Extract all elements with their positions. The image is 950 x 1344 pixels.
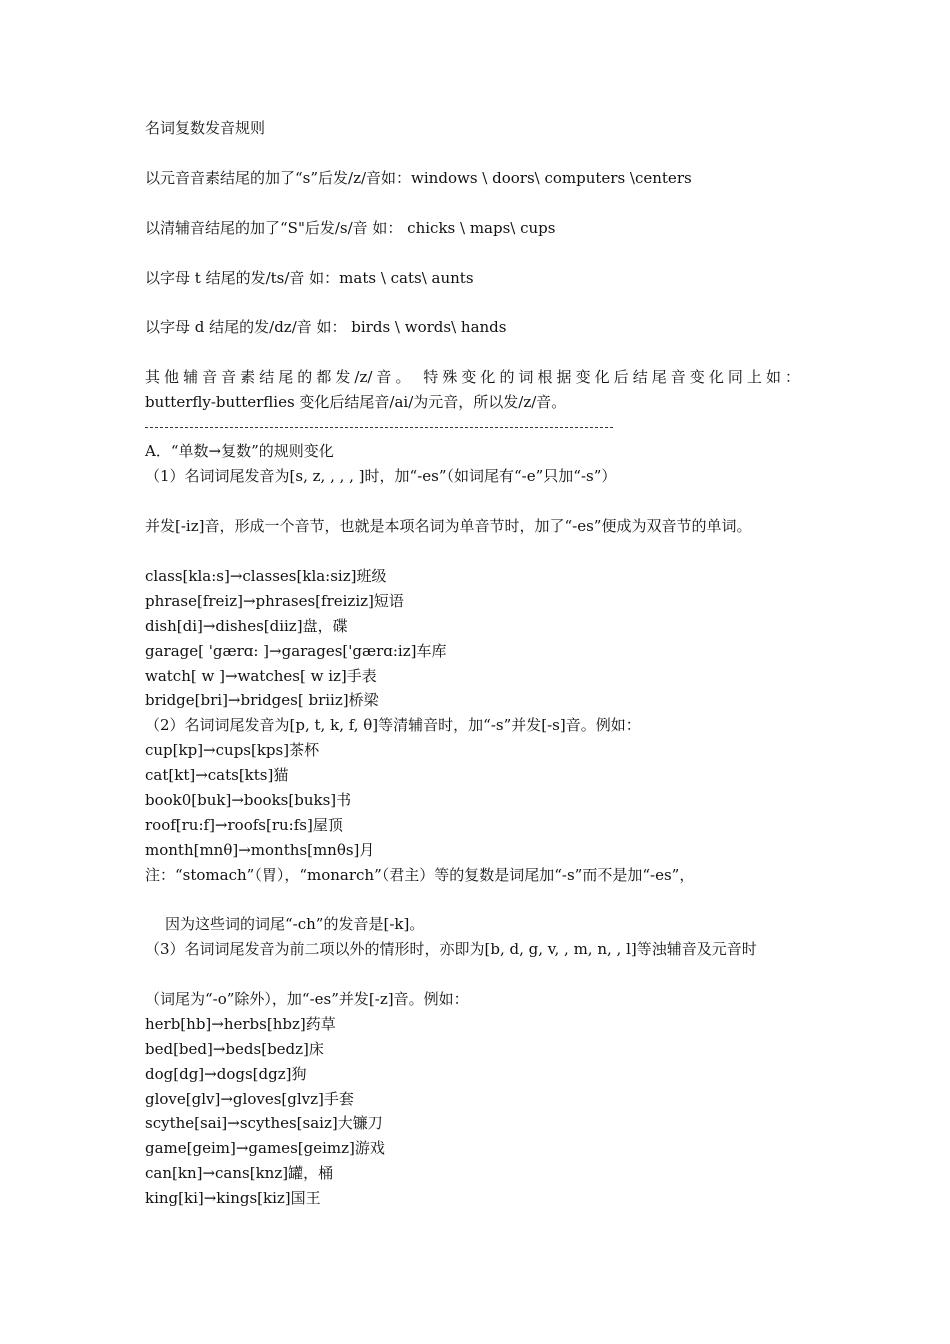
example-item: roof[ru:f]→roofs[ru:fs]屋顶 <box>145 816 343 834</box>
intro-line-voiceless: 以清辅音结尾的加了“S"后发/s/音 如： chicks \ maps\ cups <box>145 219 556 237</box>
example-item: watch[ w ]→watches[ w iz]手表 <box>145 667 377 685</box>
example-item: herb[hb]→herbs[hbz]药草 <box>145 1015 336 1033</box>
dashed-divider <box>145 427 613 428</box>
intro-line-t: 以字母 t 结尾的发/ts/音 如：mats \ cats\ aunts <box>145 269 474 287</box>
document-title: 名词复数发音规则 <box>145 119 266 137</box>
example-item: month[mnθ]→months[mnθs]月 <box>145 841 375 859</box>
example-item: bed[bed]→beds[bedz]床 <box>145 1040 324 1058</box>
intro-line-butterfly: butterfly-butterflies 变化后结尾音/ai/为元音，所以发/z/音。 <box>145 393 567 411</box>
example-item: game[geim]→games[geimz]游戏 <box>145 1139 385 1157</box>
intro-line-d: 以字母 d 结尾的发/dz/音 如： birds \ words\ hands <box>145 318 507 336</box>
intro-line-vowel: 以元音音素结尾的加了“s”后发/z/音如：windows \ doors\ computers \centers <box>145 169 692 187</box>
example-item: cup[kp]→cups[kps]茶杯 <box>145 741 320 759</box>
rule-2-note-continued: 因为这些词的词尾“-ch”的发音是[-k]。 <box>165 915 425 933</box>
example-item: bridge[bri]→bridges[ briiz]桥梁 <box>145 691 379 709</box>
example-item: phrase[freiz]→phrases[freiziz]短语 <box>145 592 404 610</box>
example-item: garage[ 'gærɑ: ]→garages['gærɑ:iz]车库 <box>145 642 447 660</box>
rule-1: （1）名词词尾发音为[s, z, , , , ]时，加“-es”（如词尾有“-e”只加“-s”） <box>145 467 617 485</box>
example-item: dog[dg]→dogs[dgz]狗 <box>145 1065 307 1083</box>
rule-3: （3）名词词尾发音为前二项以外的情形时，亦即为[b, d, g, v, , m, n, , l]等浊辅音及元音时 <box>145 940 757 958</box>
example-item: scythe[sai]→scythes[saiz]大镰刀 <box>145 1114 383 1132</box>
example-item: dish[di]→dishes[diiz]盘，碟 <box>145 617 348 635</box>
rule-2: （2）名词词尾发音为[p, t, k, f, θ]等清辅音时，加“-s”并发[-s]音。例如： <box>145 716 641 734</box>
example-item: class[kla:s]→classes[kla:siz]班级 <box>145 567 387 585</box>
example-item: book0[buk]→books[buks]书 <box>145 791 352 809</box>
example-item: king[ki]→kings[kiz]国王 <box>145 1189 321 1207</box>
rule-1-note: 并发[-iz]音，形成一个音节，也就是本项名词为单音节时，加了“-es”便成为双音节的单词。 <box>145 517 752 535</box>
section-a-heading: A．“单数→复数”的规则变化 <box>145 442 334 460</box>
example-item: can[kn]→cans[knz]罐，桶 <box>145 1164 334 1182</box>
rule-3-continued: （词尾为“-o”除外），加“-es”并发[-z]音。例如： <box>145 990 469 1008</box>
rule-2-note: 注：“stomach”（胃），“monarch”（君主）等的复数是词尾加“-s”而不是加“-es”， <box>145 866 695 884</box>
example-item: glove[glv]→gloves[glvz]手套 <box>145 1090 354 1108</box>
intro-line-other: 其他辅音音素结尾的都发/z/音。 特殊变化的词根据变化后结尾音变化同上如： <box>145 368 800 386</box>
example-item: cat[kt]→cats[kts]猫 <box>145 766 289 784</box>
